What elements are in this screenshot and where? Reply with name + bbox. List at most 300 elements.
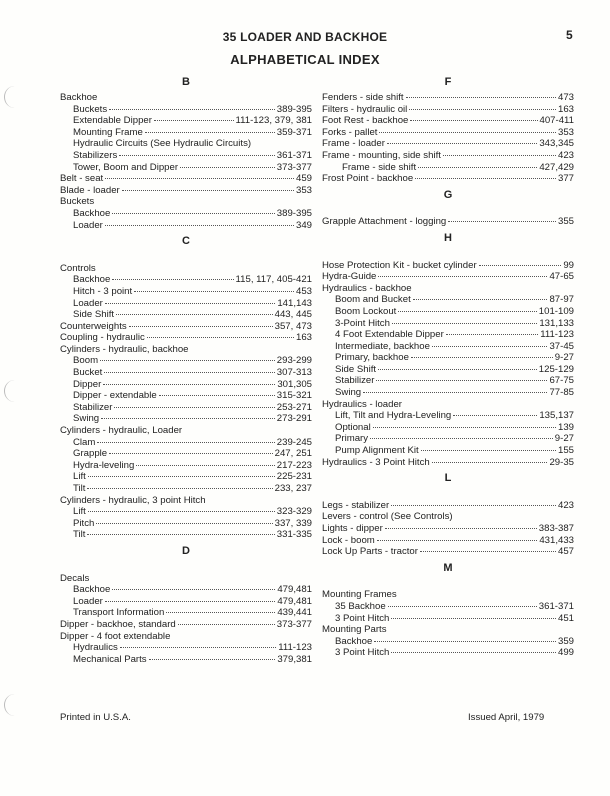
entry-pages: 131,133: [539, 317, 574, 329]
dot-leader: [112, 279, 233, 280]
index-entry: [322, 138, 574, 150]
entry-pages: 37-45: [549, 340, 574, 352]
index-entry: [322, 92, 574, 104]
entry-label: Levers - control (See Controls): [322, 511, 453, 523]
entry-label: Hydra-Guide: [322, 271, 377, 283]
dot-leader: [159, 395, 275, 396]
dot-leader: [112, 589, 275, 590]
dot-leader: [105, 178, 294, 179]
punch-hole-mark: [4, 86, 25, 108]
index-group-heading: [60, 263, 312, 275]
index-entry: [60, 208, 312, 220]
entry-label: Frame - side shift: [342, 161, 417, 173]
index-entry: [60, 367, 312, 379]
entry-label: Swing: [73, 413, 100, 425]
entry-pages: 135,137: [539, 410, 574, 422]
entry-pages: 377: [557, 173, 574, 185]
index-entry: [322, 127, 574, 139]
dot-leader: [109, 109, 275, 110]
entry-label: Hydraulics - loader: [322, 398, 402, 410]
index-entry: [322, 216, 574, 228]
dot-leader: [114, 407, 274, 408]
entry-label: Frost Point - backhoe: [322, 173, 414, 185]
index-entry: [60, 185, 312, 197]
entry-label: Hitch - 3 point: [73, 285, 133, 297]
dot-leader: [411, 357, 553, 358]
dot-leader: [398, 311, 536, 312]
index-group-heading: [60, 495, 312, 507]
section-letter-b: B: [182, 76, 190, 88]
index-entry: [60, 607, 312, 619]
dot-leader: [420, 551, 556, 552]
index-group-heading: [60, 425, 312, 437]
entry-pages: 361-371: [538, 600, 574, 612]
entry-label: Hydraulics - backhoe: [322, 282, 412, 294]
index-entry: [60, 437, 312, 449]
entry-label: Forks - pallet: [322, 126, 378, 138]
entry-label: Mechanical Parts: [73, 653, 147, 665]
index-group-heading: [60, 573, 312, 585]
entry-label: Boom: [73, 355, 99, 367]
section-letter-h: H: [444, 231, 452, 244]
index-entry: [322, 341, 574, 353]
index-entry: [60, 413, 312, 425]
index-entry: [60, 298, 312, 310]
entry-pages: 29-35: [549, 456, 574, 468]
entry-label: 4 Foot Extendable Dipper: [335, 329, 444, 341]
entry-label: Backhoe: [73, 274, 111, 286]
index-entry: [322, 306, 574, 318]
entry-pages: 379,381: [277, 653, 312, 665]
dot-leader: [479, 265, 562, 266]
index-group-heading: [60, 138, 312, 150]
entry-label: Mounting Frame: [73, 126, 143, 138]
dot-leader: [432, 346, 548, 347]
entry-pages: 323-329: [276, 506, 312, 518]
index-entry: [60, 332, 312, 344]
index-entry: [322, 457, 574, 469]
dot-leader: [421, 450, 556, 451]
entry-pages: 423: [557, 149, 574, 161]
index-entry: [60, 619, 312, 631]
entry-label: Optional: [335, 421, 371, 433]
entry-label: Legs - stabilizer: [322, 499, 390, 511]
entry-label: Buckets: [73, 103, 108, 115]
entry-pages: 453: [295, 285, 312, 297]
dot-leader: [413, 299, 548, 300]
entry-label: Blade - loader: [60, 184, 120, 196]
index-entry: [60, 460, 312, 472]
index-entry: [322, 523, 574, 535]
entry-label: Cylinders - hydraulic, 3 point Hitch: [60, 494, 206, 506]
entry-pages: 473: [557, 92, 574, 103]
entry-pages: 439,441: [277, 607, 312, 619]
entry-pages: 163: [557, 103, 574, 115]
entry-pages: 361-371: [276, 149, 312, 161]
index-entry: [322, 636, 574, 648]
entry-label: Cylinders - hydraulic, backhoe: [60, 343, 189, 355]
index-title: ALPHABETICAL INDEX: [230, 52, 380, 67]
entry-label: Foot Rest - backhoe: [322, 115, 409, 127]
entry-pages: 331-335: [276, 529, 312, 541]
entry-label: 3 Point Hitch: [335, 612, 390, 624]
entry-pages: 457: [557, 546, 574, 558]
dot-leader: [120, 647, 276, 648]
index-entry: [60, 220, 312, 232]
entry-label: Backhoe: [73, 207, 111, 219]
entry-label: Swing: [335, 387, 362, 399]
dot-leader: [154, 120, 234, 121]
dot-leader: [391, 505, 556, 506]
dot-leader: [100, 360, 275, 361]
entry-pages: 273-291: [276, 413, 312, 425]
index-entry: [322, 613, 574, 625]
dot-leader: [147, 337, 294, 338]
index-entry: [322, 162, 574, 174]
dot-leader: [104, 372, 274, 373]
entry-pages: 101-109: [538, 305, 574, 317]
index-entry: [322, 433, 574, 445]
index-entry: [322, 364, 574, 376]
index-entry: [60, 596, 312, 608]
entry-pages: 125-129: [538, 363, 574, 375]
entry-label: Backhoe: [73, 584, 111, 596]
dot-leader: [109, 453, 273, 454]
index-entry: [322, 601, 574, 613]
index-entry: [60, 518, 312, 530]
entry-pages: 357, 473: [274, 320, 312, 332]
section-letter-g: G: [443, 188, 453, 201]
entry-label: Hose Protection Kit - bucket cylinder: [322, 259, 477, 271]
index-entry: [60, 150, 312, 162]
entry-pages: 111-123: [540, 329, 574, 341]
page-number: 5: [566, 28, 573, 42]
index-entry: [322, 318, 574, 330]
entry-pages: 499: [557, 647, 574, 659]
index-entry: [322, 352, 574, 364]
index-entry: [60, 471, 312, 483]
entry-label: Clam: [73, 436, 96, 448]
index-entry: [60, 654, 312, 666]
entry-label: Side Shift: [73, 309, 115, 321]
entry-pages: 47-65: [549, 271, 574, 283]
dot-leader: [410, 120, 537, 121]
index-entry: [322, 647, 574, 659]
index-group-heading: [322, 511, 574, 523]
dot-leader: [453, 415, 537, 416]
index-entry: [60, 173, 312, 185]
dot-leader: [377, 540, 538, 541]
dot-leader: [406, 97, 556, 98]
dot-leader: [378, 276, 547, 277]
entry-pages: 373-377: [276, 161, 312, 173]
dot-leader: [149, 659, 276, 660]
entry-pages: 349: [295, 219, 312, 231]
entry-label: Tilt: [73, 483, 86, 494]
entry-pages: 355: [557, 216, 574, 228]
index-entry: [322, 422, 574, 434]
dot-leader: [363, 392, 547, 393]
index-group-heading: [60, 196, 312, 208]
entry-pages: 301,305: [277, 378, 312, 390]
index-entry: [322, 546, 574, 558]
index-entry: [60, 529, 312, 541]
entry-pages: 407-411: [539, 115, 574, 127]
entry-pages: 353: [557, 126, 574, 138]
dot-leader: [378, 369, 537, 370]
entry-label: Mounting Parts: [322, 624, 387, 636]
index-entry: [322, 535, 574, 547]
entry-pages: 247, 251: [274, 448, 312, 460]
index-entry: [322, 115, 574, 127]
dot-leader: [391, 618, 556, 619]
index-entry: [60, 115, 312, 127]
entry-label: Grapple Attachment - logging: [322, 216, 447, 228]
footer-issued: Issued April, 1979: [468, 712, 545, 723]
index-column-left: [60, 72, 312, 665]
index-entry: [322, 445, 574, 457]
dot-leader: [166, 612, 275, 613]
dot-leader: [373, 427, 556, 428]
entry-pages: 115, 117, 405-421: [235, 274, 312, 286]
index-entry: [60, 286, 312, 298]
entry-label: Dipper: [73, 378, 102, 390]
entry-label: Decals: [60, 572, 90, 584]
entry-label: Loader: [73, 595, 103, 607]
entry-label: Buckets: [60, 196, 95, 208]
entry-pages: 163: [295, 332, 312, 344]
entry-pages: 431,433: [539, 534, 574, 546]
entry-label: Fenders - side shift: [322, 92, 404, 103]
index-entry: [60, 390, 312, 402]
index-entry: [322, 375, 574, 387]
dot-leader: [446, 334, 538, 335]
index-entry: [60, 104, 312, 116]
index-entry: [60, 127, 312, 139]
dot-leader: [418, 167, 537, 168]
index-group-heading: [322, 399, 574, 411]
index-entry: [60, 379, 312, 391]
index-entry: [322, 173, 574, 185]
dot-leader: [112, 213, 274, 214]
dot-leader: [119, 155, 275, 156]
entry-label: Controls: [60, 262, 96, 274]
dot-leader: [101, 418, 275, 419]
entry-label: Stabilizers: [73, 149, 118, 161]
entry-label: Hydraulic Circuits (See Hydraulic Circuits): [73, 138, 252, 150]
entry-label: Mounting Frames: [322, 589, 397, 601]
entry-pages: 343,345: [539, 138, 574, 150]
entry-label: Lift: [73, 471, 86, 483]
entry-pages: 239-245: [276, 436, 312, 448]
dot-leader: [136, 465, 274, 466]
index-entry: [60, 483, 312, 495]
entry-label: Lights - dipper: [322, 523, 383, 534]
entry-pages: 423: [557, 499, 574, 511]
index-entry: [322, 410, 574, 422]
dot-leader: [379, 132, 556, 133]
index-entry: [322, 150, 574, 162]
dot-leader: [374, 641, 556, 642]
entry-label: Lock - boom: [322, 534, 375, 546]
index-group-heading: [322, 283, 574, 295]
entry-pages: 389-395: [276, 207, 312, 219]
entry-label: Dipper - backhoe, standard: [60, 618, 176, 630]
index-entry: [60, 321, 312, 333]
entry-label: Pitch: [73, 517, 95, 529]
section-letter-c: C: [182, 235, 190, 248]
entry-pages: 233, 237: [274, 483, 312, 494]
entry-label: Cylinders - hydraulic, Loader: [60, 425, 183, 437]
entry-pages: 253-271: [276, 401, 312, 413]
dot-leader: [88, 511, 275, 512]
entry-pages: 359: [557, 635, 574, 647]
entry-pages: 139: [557, 421, 574, 433]
entry-pages: 9-27: [554, 433, 574, 445]
entry-pages: 337, 339: [274, 517, 312, 529]
dot-leader: [103, 384, 275, 385]
entry-pages: 373-377: [276, 618, 312, 630]
entry-pages: 77-85: [549, 387, 574, 399]
entry-pages: 9-27: [554, 352, 574, 364]
dot-leader: [145, 132, 275, 133]
entry-label: Loader: [73, 219, 103, 231]
entry-label: Loader: [73, 297, 103, 309]
dot-leader: [116, 314, 273, 315]
entry-label: Backhoe: [60, 92, 98, 103]
index-group-heading: [60, 344, 312, 356]
entry-label: 35 Backhoe: [335, 600, 386, 612]
dot-leader: [385, 528, 537, 529]
dot-leader: [105, 601, 275, 602]
entry-label: Boom Lockout: [335, 305, 397, 317]
entry-label: Stabilizer: [73, 401, 113, 413]
entry-label: Belt - seat: [60, 173, 104, 185]
dot-leader: [388, 606, 537, 607]
dot-leader: [387, 143, 537, 144]
entry-label: 3 Point Hitch: [335, 647, 390, 659]
entry-pages: 353: [295, 184, 312, 196]
footer-printed: Printed in U.S.A.: [60, 712, 131, 723]
dot-leader: [178, 624, 275, 625]
entry-label: Stabilizer: [335, 375, 375, 387]
index-entry: [60, 448, 312, 460]
punch-hole-mark: [4, 380, 25, 402]
section-letter-f: F: [444, 76, 452, 88]
entry-pages: 459: [295, 173, 312, 185]
entry-pages: 225-231: [276, 471, 312, 483]
entry-pages: 479,481: [277, 595, 312, 607]
entry-label: Lock Up Parts - tractor: [322, 546, 418, 558]
dot-leader: [415, 178, 556, 179]
index-group-heading: [60, 631, 312, 643]
dot-leader: [122, 190, 294, 191]
entry-pages: 155: [557, 445, 574, 457]
index-group-heading: [322, 589, 574, 601]
entry-label: Hydraulics - 3 Point Hitch: [322, 456, 430, 468]
section-letter-l: L: [444, 472, 452, 485]
section-letter-m: M: [443, 561, 453, 574]
entry-pages: 217-223: [276, 459, 312, 471]
entry-label: Intermediate, backhoe: [335, 340, 430, 352]
index-column-right: [322, 72, 574, 659]
index-entry: [60, 584, 312, 596]
dot-leader: [180, 167, 275, 168]
dot-leader: [370, 438, 553, 439]
entry-pages: 315-321: [276, 390, 312, 402]
entry-pages: 307-313: [276, 367, 312, 379]
entry-pages: 141,143: [277, 297, 312, 309]
index-entry: [60, 402, 312, 414]
index-entry: [322, 104, 574, 116]
index-group-heading: [60, 92, 312, 104]
entry-label: Frame - mounting, side shift: [322, 149, 441, 161]
dot-leader: [392, 323, 537, 324]
index-entry: [322, 271, 574, 283]
entry-pages: 99: [563, 259, 574, 271]
entry-pages: 293-299: [276, 355, 312, 367]
entry-label: Tower, Boom and Dipper: [73, 161, 179, 173]
punch-hole-mark: [4, 694, 25, 716]
entry-label: Primary: [335, 433, 369, 445]
dot-leader: [88, 476, 275, 477]
dot-leader: [443, 155, 556, 156]
index-entry: [60, 162, 312, 174]
entry-pages: 479,481: [277, 584, 312, 596]
entry-pages: 67-75: [549, 375, 574, 387]
index-entry: [322, 329, 574, 341]
entry-label: Primary, backhoe: [335, 352, 409, 364]
index-group-heading: [322, 624, 574, 636]
entry-pages: 427,429: [539, 161, 574, 173]
index-entry: [322, 260, 574, 272]
entry-pages: 87-97: [549, 294, 574, 306]
entry-label: Side Shift: [335, 363, 377, 375]
dot-leader: [134, 291, 294, 292]
entry-label: Transport Information: [73, 607, 165, 619]
entry-label: Tilt: [73, 529, 86, 541]
dot-leader: [105, 303, 275, 304]
dot-leader: [376, 380, 547, 381]
dot-leader: [96, 523, 272, 524]
entry-label: Boom and Bucket: [335, 294, 411, 306]
entry-label: Coupling - hydraulic: [60, 332, 145, 344]
page-title: 35 LOADER AND BACKHOE: [222, 30, 388, 44]
entry-pages: 359-371: [276, 126, 312, 138]
index-entry: [60, 309, 312, 321]
entry-label: Extendable Dipper: [73, 115, 152, 127]
entry-pages: 383-387: [538, 523, 574, 534]
entry-label: Lift, Tilt and Hydra-Leveling: [335, 410, 452, 422]
entry-label: Frame - loader: [322, 138, 385, 150]
dot-leader: [105, 225, 294, 226]
entry-label: Hydraulics: [73, 642, 118, 654]
entry-label: Lift: [73, 506, 86, 518]
entry-pages: 443, 445: [274, 309, 312, 321]
dot-leader: [87, 488, 272, 489]
dot-leader: [87, 534, 274, 535]
entry-pages: 111-123, 379, 381: [235, 115, 312, 127]
entry-label: 3-Point Hitch: [335, 317, 390, 329]
index-entry: [322, 387, 574, 399]
entry-label: Filters - hydraulic oil: [322, 103, 408, 115]
entry-pages: 389-395: [276, 103, 312, 115]
entry-label: Bucket: [73, 367, 103, 379]
dot-leader: [97, 442, 274, 443]
index-entry: [322, 500, 574, 512]
index-entry: [60, 355, 312, 367]
index-entry: [60, 642, 312, 654]
